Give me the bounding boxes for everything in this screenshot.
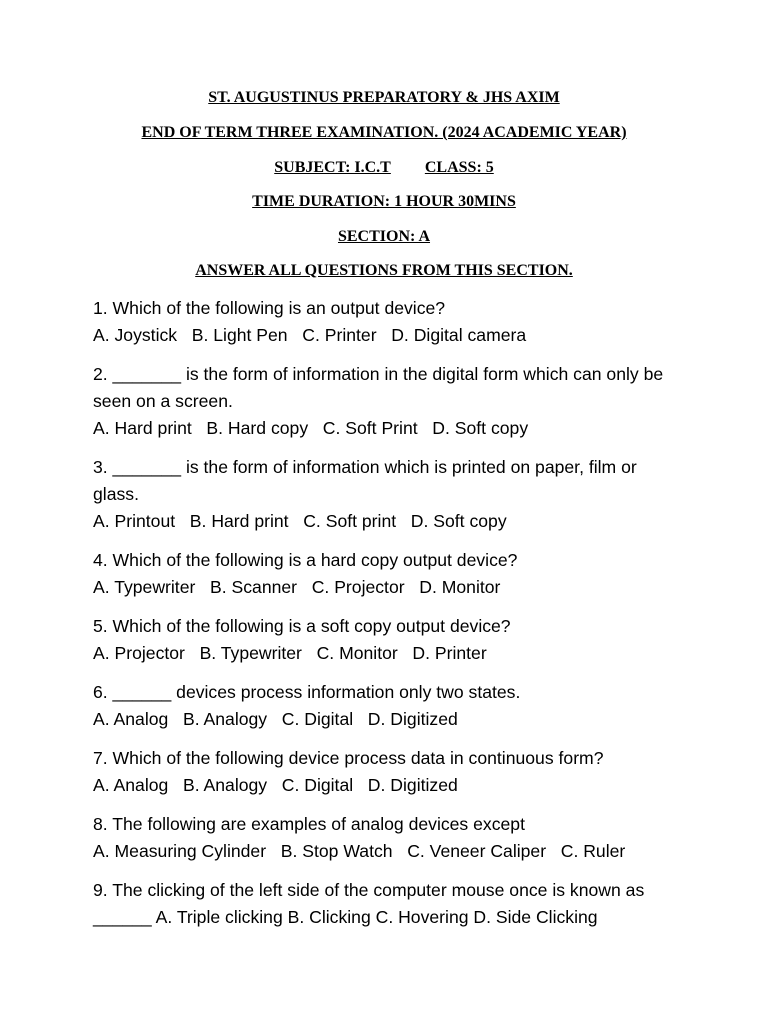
options-text: A. Analog B. Analogy C. Digital D. Digitized xyxy=(93,709,458,729)
question-options xyxy=(93,574,683,601)
question-text: 8. The following are examples of analog devices except xyxy=(93,814,525,834)
question-list xyxy=(93,295,683,943)
options-text: A. Joystick B. Light Pen C. Printer D. Digital camera xyxy=(93,325,527,345)
question-options xyxy=(93,706,683,733)
question-6 xyxy=(93,679,683,733)
question-text: 1. Which of the following is an output device? xyxy=(93,298,446,318)
instruction: ANSWER ALL QUESTIONS FROM THIS SECTION. xyxy=(195,262,573,279)
time-duration: TIME DURATION: 1 HOUR 30MINS xyxy=(252,193,516,210)
question-2 xyxy=(93,361,683,442)
question-7 xyxy=(93,745,683,799)
section-title: SECTION: A xyxy=(337,228,431,245)
question-text: 9. The clicking of the left side of the computer mouse once is known as ______ A. Triple clicking B. Clicking C. Hovering D. Side Clicking xyxy=(93,880,645,927)
question-text: 3. _______ is the form of information which is printed on paper, film or glass. xyxy=(93,457,637,504)
subject-class-line xyxy=(0,158,768,178)
options-text: A. Typewriter B. Scanner C. Projector D. Monitor xyxy=(93,577,501,597)
question-text: 4. Which of the following is a hard copy output device? xyxy=(93,550,518,570)
question-options xyxy=(93,508,683,535)
question-options xyxy=(93,322,683,349)
question-3 xyxy=(93,454,683,535)
class-label: CLASS: 5 xyxy=(424,159,494,176)
school-name: ST. AUGUSTINUS PREPARATORY & JHS AXIM xyxy=(208,89,560,106)
question-options xyxy=(93,772,683,799)
options-text: A. Measuring Cylinder B. Stop Watch C. Veneer Caliper C. Ruler xyxy=(93,841,626,861)
question-1 xyxy=(93,295,683,349)
question-text: 6. ______ devices process information only two states. xyxy=(93,682,521,702)
question-text: 2. _______ is the form of information in the digital form which can only be seen on a screen. xyxy=(93,364,664,411)
question-5 xyxy=(93,613,683,667)
question-options xyxy=(93,640,683,667)
question-options xyxy=(93,415,683,442)
options-text: A. Projector B. Typewriter C. Monitor D. Printer xyxy=(93,643,487,663)
question-4 xyxy=(93,547,683,601)
question-8 xyxy=(93,811,683,865)
question-text: 5. Which of the following is a soft copy output device? xyxy=(93,616,511,636)
exam-title: END OF TERM THREE EXAMINATION. (2024 ACADEMIC YEAR) xyxy=(141,124,627,141)
options-text: A. Printout B. Hard print C. Soft print D. Soft copy xyxy=(93,511,507,531)
question-text: 7. Which of the following device process data in continuous form? xyxy=(93,748,604,768)
question-9 xyxy=(93,877,683,931)
options-text: A. Analog B. Analogy C. Digital D. Digitized xyxy=(93,775,458,795)
subject-label: SUBJECT: I.C.T xyxy=(274,159,391,176)
options-text: A. Hard print B. Hard copy C. Soft Print D. Soft copy xyxy=(93,418,529,438)
question-options xyxy=(93,838,683,865)
